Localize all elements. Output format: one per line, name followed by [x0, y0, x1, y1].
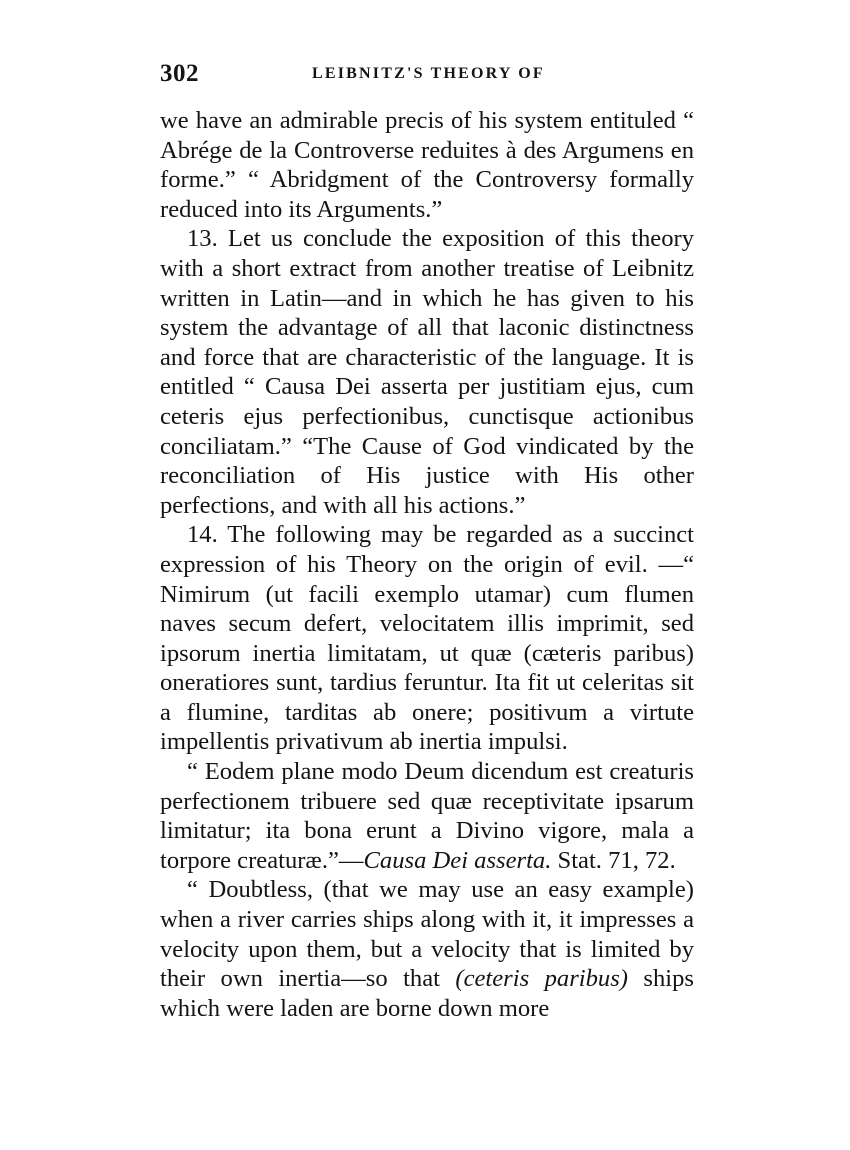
body-text — [160, 106, 694, 1023]
latin-quotation-paragraph — [160, 757, 694, 875]
citation-statement: Stat. 71, 72. — [551, 846, 676, 874]
italic-phrase: (ceteris paribus) — [455, 965, 628, 993]
page-number: 302 — [160, 60, 199, 87]
paragraph-14: 14. The following may be regarded as a succinct expression of his Theory on the origin of evil. —“ Nimirum (ut facili exemplo utamar) cum flumen naves secum defert, velocitatem illis imprimit, sed ipsorum inertia limitatam, ut quæ (cæteris paribus) oneratiores sunt, tardius feruntur. Ita fit ut celeritas sit a flumine, tarditas ab onere; positivum a virtute impellentis privativum ab inertia impulsi. — [160, 521, 694, 756]
translation-paragraph — [160, 875, 694, 1023]
paragraph-continuation: we have an admirable precis of his system entituled “ Abrége de la Controverse reduites à des Argumens en forme.” “ Abridgment of the Controversy formally reduced into its Arguments.” — [160, 107, 694, 223]
running-title: LEIBNITZ'S THEORY OF — [312, 65, 545, 82]
translation-text: “ Doubtless, (that we may use an easy example) when a river carries ships along with it, it impresses a velocity upon them, but a velocity that is limited by their own inertia—so that — [160, 876, 694, 993]
running-head — [160, 60, 695, 94]
translation-text-end: ships which were laden are borne down more — [160, 965, 694, 1022]
latin-quotation-text: “ Eodem plane modo Deum dicendum est creaturis perfectionem tribuere sed quæ receptivitate ipsarum limitatur; ita bona erunt a Divino vigore, mala a torpore creaturæ.”— — [160, 758, 694, 874]
citation-title: Causa Dei asserta. — [363, 846, 552, 874]
paragraph-13: 13. Let us conclude the exposition of this theory with a short extract from another treatise of Leibnitz written in Latin—and in which he has given to his system the advantage of all that laconic distinctness and force that are characteristic of the language. It is entitled “ Causa Dei asserta per justitiam ejus, cum ceteris ejus perfectionibus, cunctisque actionibus conciliatam.” “The Cause of God vindicated by the reconciliation of His justice with His other perfections, and with all his actions.” — [160, 225, 694, 519]
